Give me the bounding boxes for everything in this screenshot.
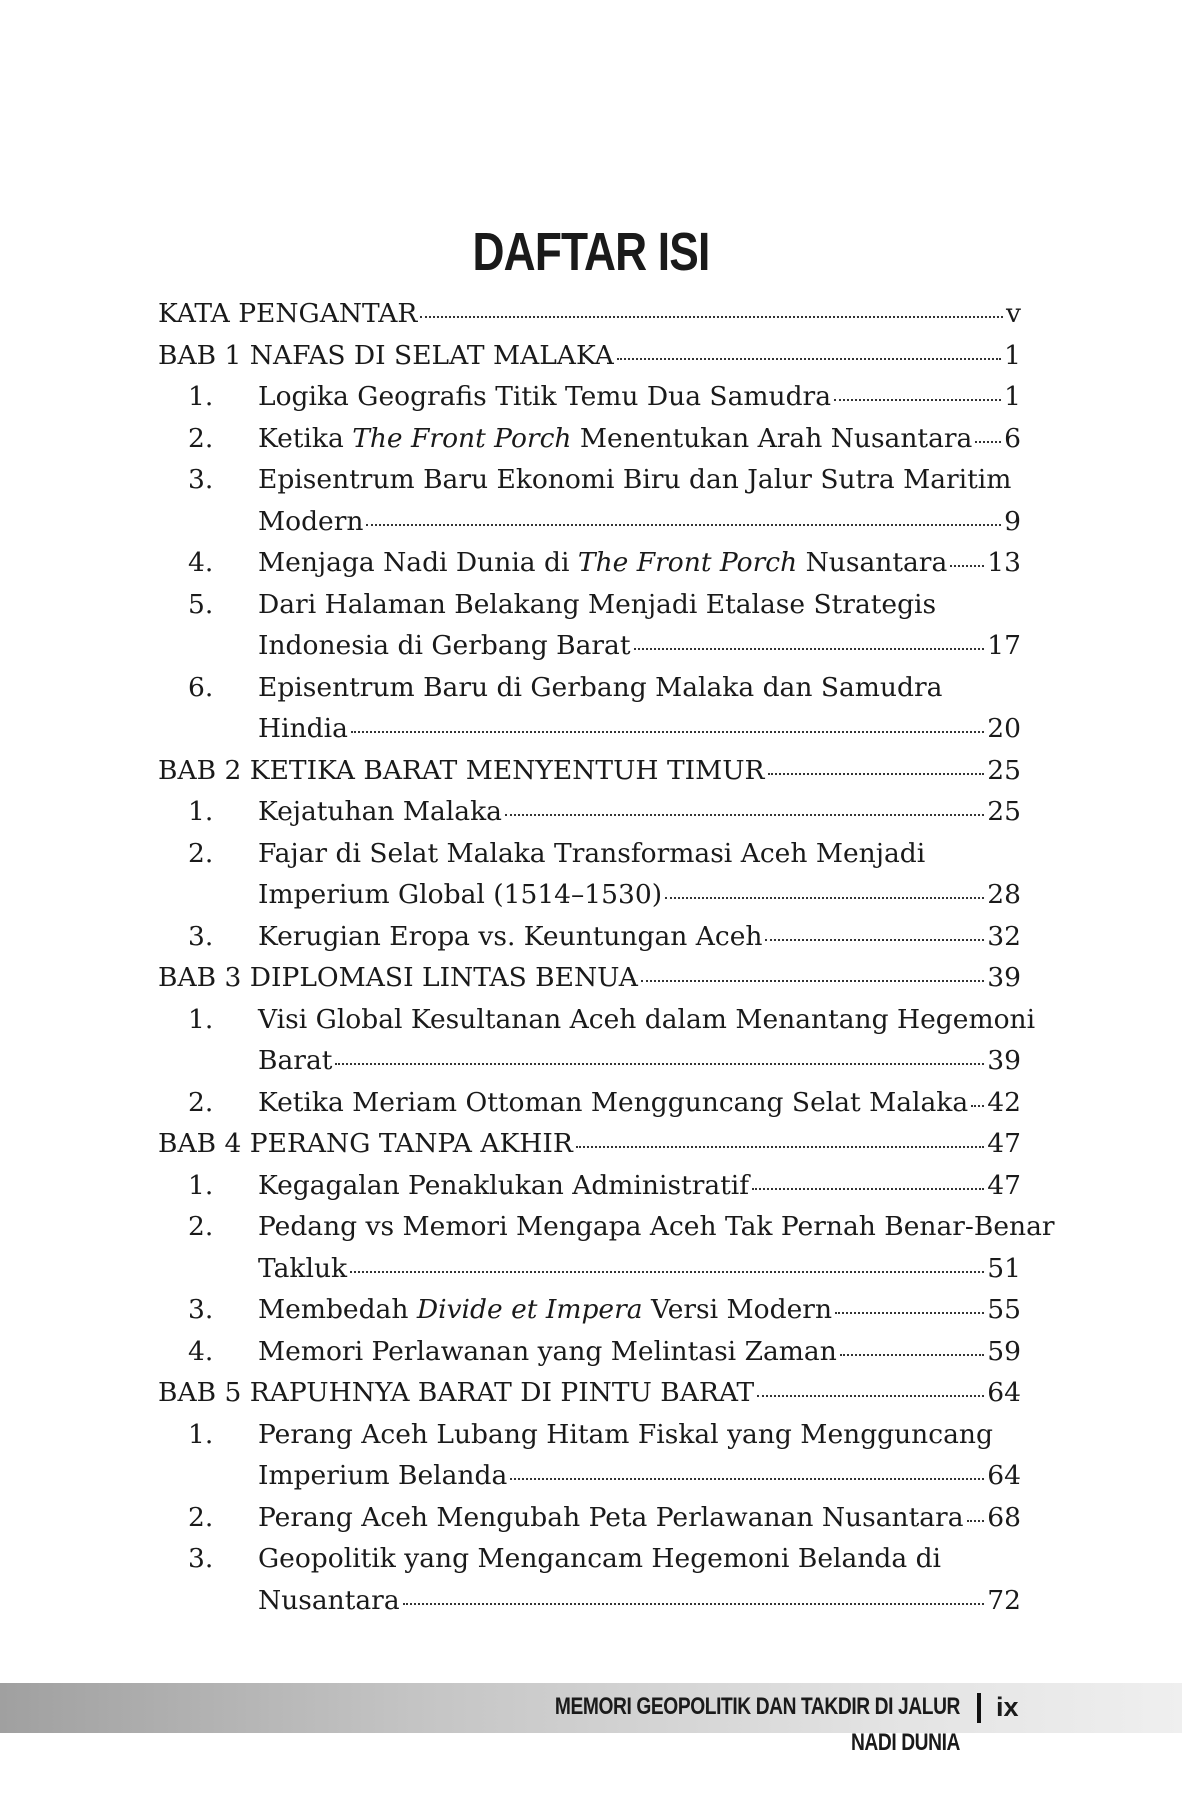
entry-title: Indonesia di Gerbang Barat: [258, 630, 631, 661]
text-segment: Ketika: [258, 422, 353, 454]
toc-entry-line: [158, 1206, 1055, 1248]
toc-item-entry: [158, 542, 1021, 584]
entry-page-number: 1: [1004, 339, 1021, 371]
entry-number: 2.: [188, 1211, 214, 1242]
entry-page-number: 59: [987, 1335, 1021, 1367]
entry-title: Ketika Meriam Ottoman Mengguncang Selat Malaka: [258, 1086, 969, 1118]
toc-item-entry: [158, 1082, 1021, 1124]
toc-item-entry: [158, 1040, 1021, 1082]
toc-item-entry: [158, 874, 1021, 916]
entry-number: 3.: [188, 1294, 214, 1325]
footer-book-title: MEMORI GEOPOLITIK DAN TAKDIR DI JALUR NADI DUNIA: [554, 1693, 960, 1756]
toc-entry-line: [158, 584, 1021, 626]
entry-title: [258, 418, 972, 460]
toc-item-entry: [158, 791, 1021, 833]
entry-page-number: 25: [987, 754, 1021, 786]
entry-number: 1.: [188, 1003, 214, 1035]
entry-number: 2.: [188, 1501, 214, 1533]
dot-leader: [971, 1104, 984, 1107]
entry-number: 4.: [188, 547, 214, 578]
page-title: DAFTAR ISI: [472, 222, 710, 282]
entry-title-line: Geopolitik yang Mengancam Hegemoni Belanda di: [258, 1543, 942, 1574]
italic-title: Divide et Impera: [416, 1294, 643, 1325]
entry-page-number: 28: [987, 879, 1021, 910]
entry-title: BAB 2 KETIKA BARAT MENYENTUH TIMUR: [158, 754, 765, 786]
entry-title: BAB 3 DIPLOMASI LINTAS BENUA: [158, 962, 638, 993]
entry-page-number: 55: [987, 1294, 1021, 1325]
italic-title: The Front Porch: [352, 422, 572, 454]
dot-leader: [403, 1602, 985, 1605]
toc-item-entry: [158, 1289, 1021, 1331]
entry-title: Nusantara: [258, 1584, 400, 1616]
entry-page-number: 6: [1004, 422, 1021, 454]
entry-page-number: 42: [987, 1086, 1021, 1118]
dot-leader: [757, 1394, 984, 1397]
toc-item-entry: [158, 376, 1021, 418]
entry-title-line: Episentrum Baru di Gerbang Malaka dan Samudra: [258, 671, 943, 703]
text-segment: Menjaga Nadi Dunia di: [258, 547, 578, 578]
entry-title: Imperium Global (1514–1530): [258, 879, 663, 910]
entry-page-number: 32: [987, 920, 1021, 952]
entry-page-number: v: [1006, 298, 1021, 329]
toc-item-entry: [158, 501, 1021, 543]
dot-leader: [835, 1311, 984, 1314]
entry-page-number: 1: [1004, 381, 1021, 412]
entry-page-number: 39: [987, 1045, 1021, 1076]
dot-leader: [335, 1062, 984, 1065]
entry-title-line: Fajar di Selat Malaka Transformasi Aceh Menjadi: [258, 837, 926, 869]
toc-entry-line: [158, 833, 1021, 875]
text-segment: Nusantara: [797, 547, 948, 578]
toc-item-entry: [158, 1165, 1021, 1207]
toc-item-entry: [158, 418, 1021, 460]
entry-number: 4.: [188, 1335, 214, 1367]
dot-leader: [752, 1187, 984, 1190]
dot-leader: [768, 772, 985, 775]
entry-title: Memori Perlawanan yang Melintasi Zaman: [258, 1335, 837, 1367]
entry-number: 5.: [188, 588, 214, 620]
dot-leader: [420, 315, 1003, 318]
text-segment: Versi Modern: [642, 1294, 833, 1325]
entry-number: 2.: [188, 837, 214, 869]
entry-number: 1.: [188, 381, 214, 412]
entry-title: Takluk: [258, 1252, 348, 1284]
toc-item-entry: [158, 1455, 1021, 1497]
dot-leader: [765, 938, 984, 941]
entry-title: BAB 4 PERANG TANPA AKHIR: [158, 1128, 573, 1159]
dot-leader: [967, 1519, 985, 1522]
dot-leader: [641, 979, 984, 982]
entry-page-number: 13: [987, 547, 1021, 578]
entry-page-number: 72: [987, 1584, 1021, 1616]
footer-divider: [977, 1693, 981, 1723]
entry-title-line: Dari Halaman Belakang Menjadi Etalase Strategis: [258, 588, 937, 620]
entry-title-line: Perang Aceh Lubang Hitam Fiskal yang Mengguncang: [258, 1418, 993, 1450]
text-segment: Membedah: [258, 1294, 417, 1325]
entry-page-number: 17: [987, 630, 1021, 661]
entry-page-number: 51: [987, 1252, 1021, 1284]
entry-number: 6.: [188, 671, 214, 703]
entry-page-number: 47: [987, 1169, 1021, 1201]
entry-title: Perang Aceh Mengubah Peta Perlawanan Nusantara: [258, 1501, 964, 1533]
entry-title: BAB 1 NAFAS DI SELAT MALAKA: [158, 339, 614, 371]
table-of-contents: [158, 293, 1055, 1621]
entry-title: Imperium Belanda: [258, 1460, 508, 1491]
dot-leader: [505, 813, 984, 816]
dot-leader: [975, 440, 1001, 443]
toc-entry-line: [158, 1538, 1021, 1580]
entry-number: 3.: [188, 920, 214, 952]
dot-leader: [351, 730, 984, 733]
entry-title: Hindia: [258, 713, 348, 744]
dot-leader: [350, 1270, 984, 1273]
toc-chapter-entry: [158, 1123, 1021, 1165]
entry-title: Barat: [258, 1045, 333, 1076]
dot-leader: [617, 357, 1001, 360]
entry-title-line: Pedang vs Memori Mengapa Aceh Tak Pernah Benar-Benar: [258, 1211, 1055, 1242]
toc-chapter-entry: [158, 957, 1021, 999]
dot-leader: [366, 523, 1001, 526]
toc-item-entry: [158, 916, 1021, 958]
entry-number: 3.: [188, 1543, 214, 1574]
entry-page-number: 20: [987, 713, 1021, 744]
entry-number: 1.: [188, 796, 214, 827]
entry-number: 3.: [188, 464, 214, 495]
entry-title: Kejatuhan Malaka: [258, 796, 502, 827]
toc-item-entry: [158, 1248, 1021, 1290]
toc-chapter-entry: [158, 750, 1021, 792]
toc-item-entry: [158, 1497, 1021, 1539]
toc-entry-line: [158, 667, 1021, 709]
toc-item-entry: [158, 708, 1021, 750]
text-segment: Menentukan Arah Nusantara: [571, 422, 973, 454]
entry-number: 1.: [188, 1169, 214, 1201]
entry-page-number: 25: [987, 796, 1021, 827]
entry-number: 2.: [188, 1086, 214, 1118]
entry-title: Kegagalan Penaklukan Administratif: [258, 1169, 750, 1201]
entry-page-number: 64: [987, 1460, 1021, 1491]
toc-item-entry: [158, 625, 1021, 667]
entry-title-line: Visi Global Kesultanan Aceh dalam Menantang Hegemoni: [258, 1003, 1036, 1035]
italic-title: The Front Porch: [577, 547, 798, 578]
toc-entry-line: [158, 1414, 1021, 1456]
dot-leader: [576, 1145, 984, 1148]
entry-page-number: 9: [1004, 505, 1021, 537]
toc-entry-line: [158, 459, 1021, 501]
entry-number: 1.: [188, 1418, 214, 1450]
entry-page-number: 47: [987, 1128, 1021, 1159]
dot-leader: [840, 1353, 984, 1356]
dot-leader: [834, 398, 1001, 401]
entry-title-line: Episentrum Baru Ekonomi Biru dan Jalur Sutra Maritim: [258, 464, 1012, 495]
entry-page-number: 39: [987, 962, 1021, 993]
entry-title: KATA PENGANTAR: [158, 298, 418, 329]
toc-entry-line: [158, 999, 1036, 1041]
entry-page-number: 64: [987, 1377, 1021, 1408]
entry-title: Logika Geografis Titik Temu Dua Samudra: [258, 381, 831, 412]
entry-title: Kerugian Eropa vs. Keuntungan Aceh: [258, 920, 763, 952]
dot-leader: [665, 896, 984, 899]
footer-page-number: ix: [996, 1692, 1019, 1722]
entry-title: BAB 5 RAPUHNYA BARAT DI PINTU BARAT: [158, 1377, 755, 1408]
entry-number: 2.: [188, 422, 214, 454]
entry-title: [258, 542, 947, 584]
dot-leader: [950, 564, 984, 567]
toc-chapter-entry: [158, 293, 1021, 335]
dot-leader: [634, 647, 985, 650]
toc-chapter-entry: [158, 1372, 1021, 1414]
entry-page-number: 68: [987, 1501, 1021, 1533]
entry-title: Modern: [258, 505, 364, 537]
dot-leader: [510, 1477, 984, 1480]
toc-chapter-entry: [158, 335, 1021, 377]
toc-item-entry: [158, 1580, 1021, 1622]
entry-title: [258, 1289, 832, 1331]
toc-item-entry: [158, 1331, 1021, 1373]
